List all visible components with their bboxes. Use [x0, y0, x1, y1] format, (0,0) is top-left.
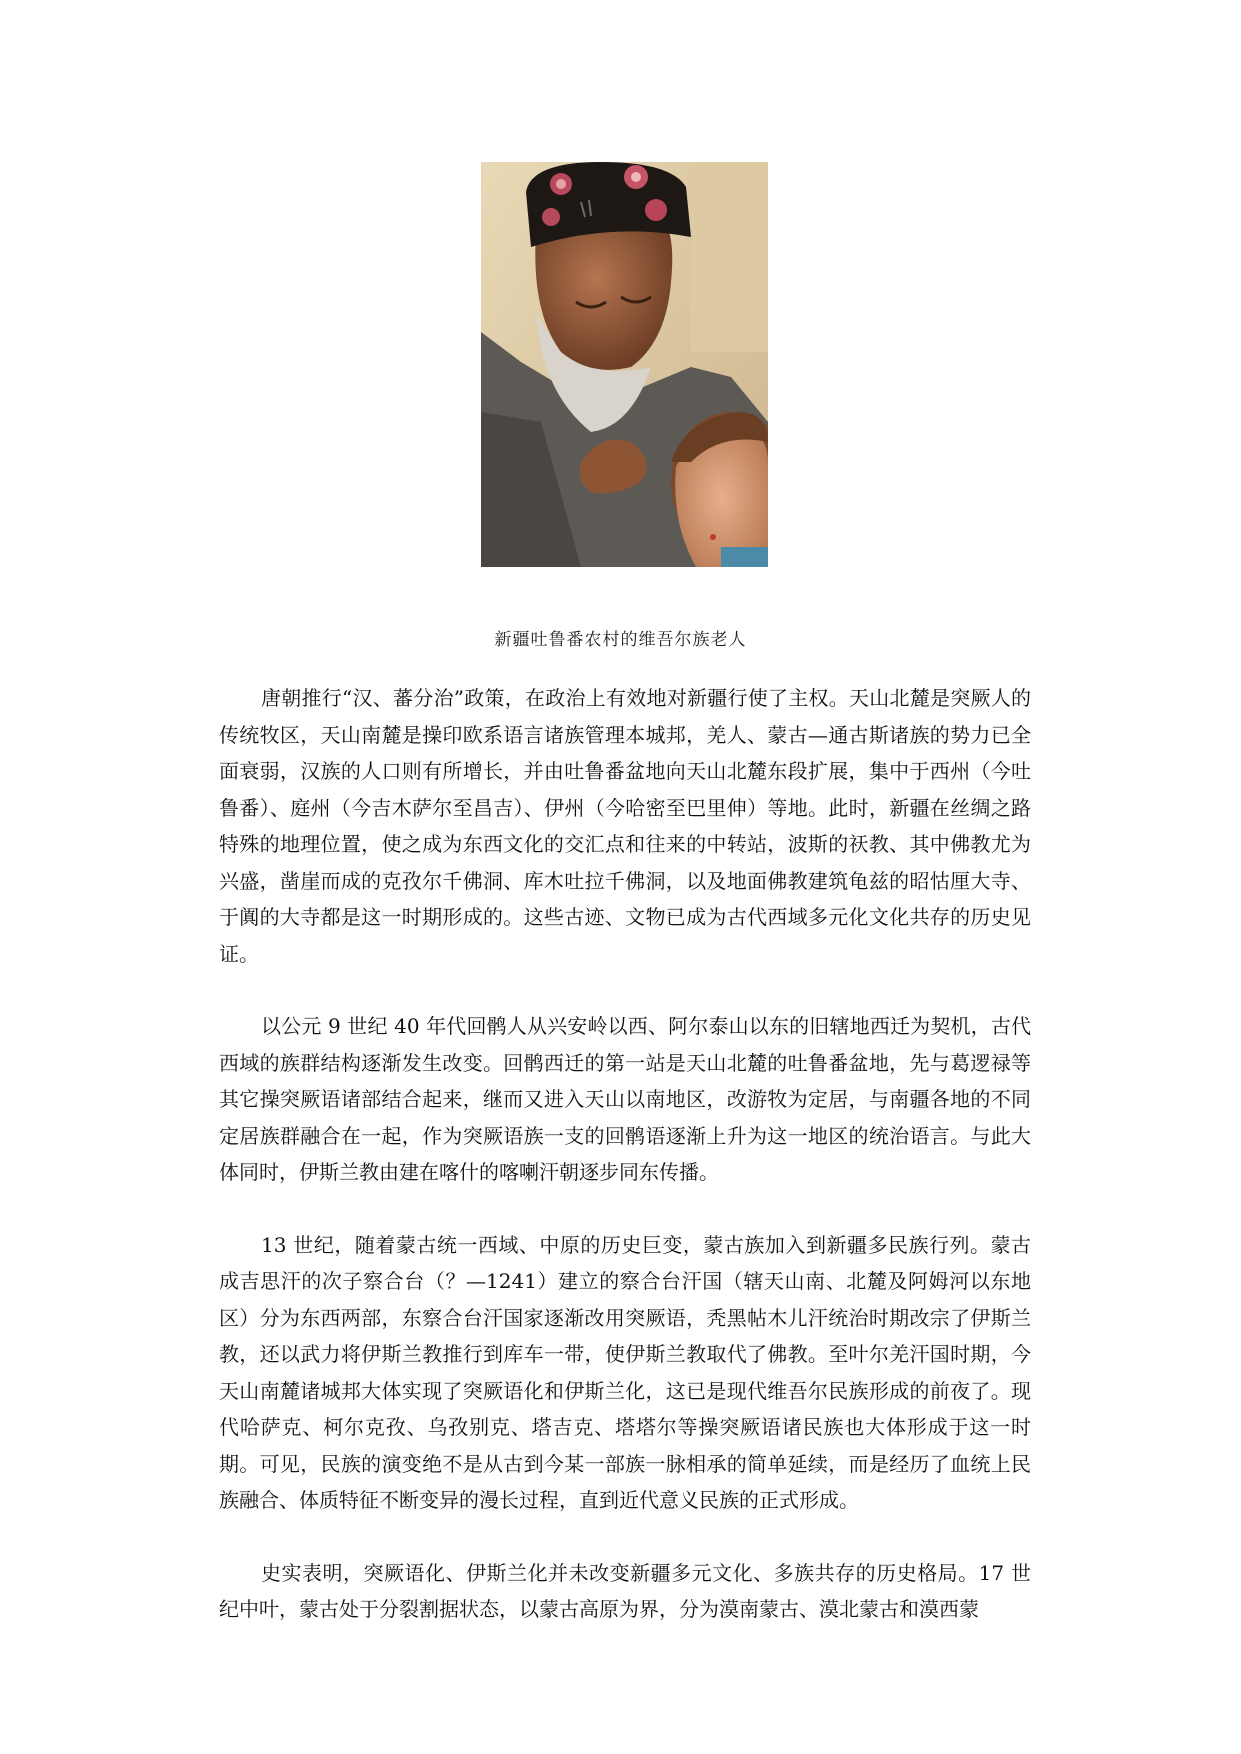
article-body	[219, 680, 1031, 1664]
photo-caption: 新疆吐鲁番农村的维吾尔族老人	[494, 630, 747, 650]
paragraph-uighur-migration: 以公元 9 世纪 40 年代回鹘人从兴安岭以西、阿尔泰山以东的旧辖地西迁为契机，古代西域的族群结构逐渐发生改变。回鹘西迁的第一站是天山北麓的吐鲁番盆地，先与葛逻禄等其它操突厥语诸部结合起来，继而又进入天山以南地区，改游牧为定居，与南疆各地的不同定居族群融合在一起，作为突厥语族一支的回鹘语逐渐上升为这一地区的统治语言。与此大体同时，伊斯兰教由建在喀什的喀喇汗朝逐步同东传播。	[219, 1014, 1031, 1184]
paragraph-tang-policy: 唐朝推行“汉、蕃分治”政策，在政治上有效地对新疆行使了主权。天山北麓是突厥人的传统牧区，天山南麓是操印欧系语言诸族管理本城邦，羌人、蒙古—通古斯诸族的势力已全面衰弱，汉族的人口则有所增长，并由吐鲁番盆地向天山北麓东段扩展，集中于西州（今吐鲁番）、庭州（今吉木萨尔至昌吉）、伊州（今哈密至巴里伸）等地。此时，新疆在丝绸之路特殊的地理位置，使之成为东西文化的交汇点和往来的中转站，波斯的祆教、其中佛教尤为兴盛，凿崖而成的克孜尔千佛洞、库木吐拉千佛洞，以及地面佛教建筑龟兹的昭怙厘大寺、于阗的大寺都是这一时期形成的。这些古迹、文物已成为古代西域多元化文化共存的历史见证。	[219, 686, 1031, 966]
paragraph-mongol-era: 13 世纪，随着蒙古统一西域、中原的历史巨变，蒙古族加入到新疆多民族行列。蒙古成吉思汗的次子察合台（？—1241）建立的察合台汗国（辖天山南、北麓及阿姆河以东地区）分为东西两部，东察合台汗国家逐渐改用突厥语，秃黑帖木儿汗统治时期改宗了伊斯兰教，还以武力将伊斯兰教推行到库车一带，使伊斯兰教取代了佛教。至叶尔羌汗国时期，今天山南麓诸城邦大体实现了突厥语化和伊斯兰化，这已是现代维吾尔民族形成的前夜了。现代哈萨克、柯尔克孜、乌孜别克、塔吉克、塔塔尔等操突厥语诸民族也大体形成于这一时期。可见，民族的演变绝不是从古到今某一部族一脉相承的简单延续，而是经历了血统上民族融合、体质特征不断变异的漫长过程，直到近代意义民族的正式形成。	[219, 1232, 1031, 1512]
photo-illustration	[481, 162, 768, 567]
uyghur-elder-photo	[481, 162, 768, 567]
paragraph-historical-facts: 史实表明，突厥语化、伊斯兰化并未改变新疆多元文化、多族共存的历史格局。17 世纪中叶，蒙古处于分裂割据状态，以蒙古高原为界，分为漠南蒙古、漠北蒙古和漠西蒙	[219, 1560, 1031, 1621]
